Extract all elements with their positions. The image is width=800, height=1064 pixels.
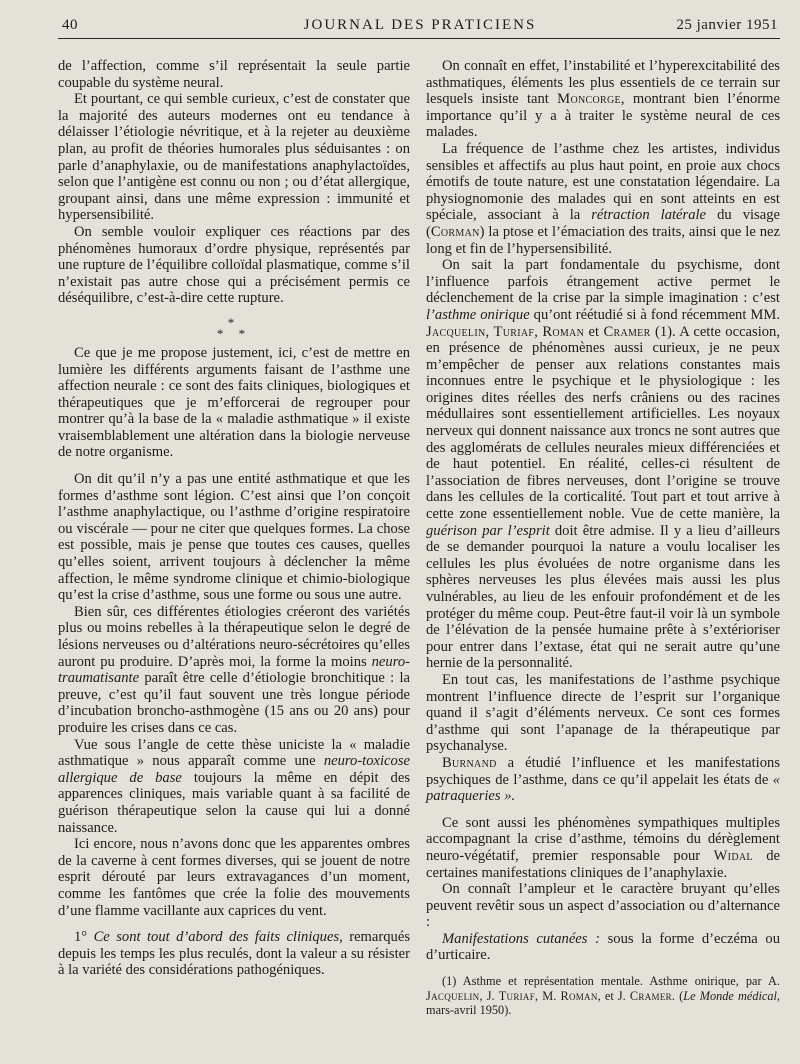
- paragraph: [58, 604, 410, 737]
- journal-title: JOURNAL DES PRATICIENS: [303, 17, 537, 33]
- paragraph: [58, 929, 410, 979]
- text-run: , mars-avril 1950).: [426, 988, 780, 1018]
- paragraph: Ce que je me propose justement, ici, c’est de mettre en lumière les différents arguments faisant de l’asthme une affection neurale : ce sont des faits cliniques, biologiques et thérapeutiques que je m’efforcerai de regrouper pour montrer qu’à la base de la « maladie asthmatique » il existe vraisemblablement une altération dans la biologie nerveuse de notre organisme.: [58, 344, 410, 461]
- author-name: Burnand: [442, 754, 497, 771]
- emphasis: l’asthme onirique: [426, 306, 530, 323]
- text-run: a étudié l’influence et les manifestations psychiques de l’asthme, dans ce qu’il appelait les états de: [426, 754, 780, 788]
- text-run: On sait la part fondamentale du psychisme, dont l’influence parfois étrangement active permet le déclenchement de la crise par la simple imagination : c’est: [426, 257, 780, 307]
- author-name: Turiaf: [498, 988, 536, 1003]
- text-run: doit être admise. Il y a lieu d’ailleurs de se demander pourquoi la nature a voulu localiser les cellules les plus évoluées de notre organisme dans les sphères nerveuses les plus élevées mais aussi les plus vulnérables, au lieu de les enfouir profondément et de les protéger du même coup. Peut-être faut-il voir là un symbole de l’élévation de la pensée humaine prête à s’extérioriser pour entrer dans l’extase, état qui ne serait autre qu’une hernie de la personnalité.: [426, 522, 780, 672]
- paragraph: Ici encore, nous n’avons donc que les apparentes ombres de la caverne à cent formes diverses, qui se jouent de notre esprit dérouté par leurs extravagances d’un moment, comme les fantômes que crée la folie des mouvements d’une flamme vacillante aux caprices du vent.: [58, 836, 410, 919]
- author-name: Cramer: [603, 323, 651, 340]
- asterism-top: *: [227, 314, 241, 330]
- paragraph: [426, 931, 780, 964]
- emphasis: rétraction latérale: [591, 207, 707, 224]
- text-run: , M.: [535, 988, 561, 1003]
- paragraph: En tout cas, les manifestations de l’asthme psychique montrent l’influence directe de l’esprit sur l’organique quand il s’agit d’éléments nerveux. Ce sont ces formes d’asthme qui sont l’apanage de la thérapeutique par psychanalyse.: [426, 671, 780, 755]
- section-separator-asterism: [58, 314, 410, 341]
- text-run: Ce sont aussi les phénomènes sympathiques multiples accompagnant la crise d’asthme, témoins du dérèglement neuro-végétatif, premier responsable pour: [426, 814, 780, 864]
- text-run: (1). A cette occasion, en présence de phénomènes aussi curieux, je ne peux m’empêcher de penser aux relations constantes mais inconnues entre le psychique et le physiologique : les origines dites réelles des nerfs crâniens ou des racines médullaires sont essentiellement artificielles. Les noyaux nerveux qui donnent naissance aux troncs ne sont autres que des agglomérats de cellules neurales mieux différenciées et de haut potentiel. En réalité, celles-ci résultent de l’association de fibres nerveuses, dont l’origine se trouve dans les cellules de la corticalité. Tout part et tout arrive à cette zone essentiellement noble. Vue de cette manière, la: [426, 323, 780, 523]
- paragraph: [58, 737, 410, 837]
- author-name: Widal: [713, 847, 753, 864]
- asterism-bottom: * *: [216, 325, 252, 341]
- author-name: Cramer: [629, 988, 672, 1003]
- paragraph: [426, 257, 780, 672]
- text-run: , J.: [479, 988, 499, 1003]
- text-run: . (: [671, 988, 684, 1003]
- paragraph: On semble vouloir expliquer ces réactions par des phénomènes humoraux d’ordre physique, représentés par une rupture de l’équilibre colloïdal plasmatique, comme s’il n’existait pas autre chose qui a précisément permis ce déséquilibre, c’est-à-dire cette rupture.: [58, 223, 410, 307]
- left-column: [58, 58, 410, 979]
- running-header: [62, 14, 778, 40]
- text-run: ,: [534, 323, 543, 340]
- text-run: La fréquence de l’asthme chez les artistes, individus sensibles et affectifs au plus haut point, en proie aux chocs émotifs de toute nature, est une constatation légendaire. La physiognomonie des malades qui en sont atteints en est spéciale, associant à la: [426, 140, 780, 224]
- paragraph: [426, 755, 780, 805]
- emphasis: guérison par l’esprit: [426, 522, 550, 539]
- page-number: 40: [62, 17, 78, 33]
- emphasis: Le Monde médical: [683, 988, 777, 1003]
- text-run: ,: [485, 323, 494, 340]
- author-name: Turiaf: [493, 323, 535, 340]
- author-name: Roman: [542, 323, 585, 340]
- emphasis: Ce sont tout d’abord des faits cliniques,: [93, 929, 343, 946]
- author-name: Roman: [560, 988, 598, 1003]
- text-run: sous la forme d’eczéma ou d’urticaire.: [426, 930, 781, 964]
- right-column: [426, 58, 780, 1018]
- paragraph: [426, 815, 780, 881]
- text-run: (1) Asthme et représentation mentale. Asthme onirique, par A.: [442, 974, 780, 989]
- paragraph: On connaît l’ampleur et le caractère bruyant qu’elles peuvent revêtir sous un aspect d’association ou d’alternance :: [426, 881, 780, 931]
- text-run: , montrant bien l’énorme importance qu’il y a à traiter le système neural de ces malades.: [426, 91, 780, 141]
- text-run: et: [584, 323, 604, 340]
- text-run: On connaît en effet, l’instabilité et l’hyperexcitabilité des asthmatiques, éléments les plus essentiels de ce terrain sur lesquels insiste tant: [426, 58, 780, 108]
- emphasis: Manifestations cutanées :: [442, 930, 600, 947]
- footnote: [426, 974, 780, 1018]
- text-run: Bien sûr, ces différentes étiologies créeront des variétés plus ou moins rebelles à la thérapeutique selon le degré de lésions nerveuses ou d’altérations neuro-sécrétoires qu’elles auront pu produire. D’après moi, la forme la moins: [58, 603, 410, 670]
- text-run: toujours la même en dépit des apparences cliniques, mais variable quant à sa facilité de guérison thérapeutique selon la cause qui lui a donné naissance.: [58, 769, 411, 836]
- header-rule: [58, 38, 780, 39]
- emphasis: neuro-toxicose allergique de base: [58, 753, 410, 786]
- text-run: , et J.: [597, 988, 630, 1003]
- emphasis: « patraqueries ».: [426, 771, 780, 805]
- author-name: Corman: [430, 223, 480, 240]
- text-run: remarqués depuis les temps les plus reculés, dont la valeur a su résister à la variété des considérations pathogéniques.: [58, 929, 410, 979]
- text-run: ) la ptose et l’émaciation des traits, ainsi que le nez long et fin de l’hypersensibilité.: [426, 223, 780, 257]
- paragraph: On dit qu’il n’y a pas une entité asthmatique et que les formes d’asthme sont légion. C’est ainsi que l’on conçoit l’asthme anaphylactique, ou l’asthme d’origine respiratoire ou viscérale — pour ne citer que quelques formes. La chose est possible, mais je pense que toutes ces causes, quelles qu’elles soient, arrivent toujours à déclencher la même affection, le même syndrome clinique et chimio-biologique qu’est la crise d’asthme, sous une forme ou sous une autre.: [58, 471, 410, 604]
- paragraph: [426, 141, 780, 257]
- author-name: Jacquelin: [426, 988, 480, 1003]
- paragraph: de l’affection, comme s’il représentait la seule partie coupable du système neural.: [58, 58, 410, 91]
- section-number: 1°: [74, 929, 88, 946]
- text-run: de certaines manifestations cliniques de l’anaphylaxie.: [426, 847, 780, 881]
- paragraph: Et pourtant, ce qui semble curieux, c’est de constater que la majorité des auteurs modernes ont eu tendance à délaisser l’étiologie névritique, et à la rejeter au deuxième plan, au profit de théories humorales plus séduisantes : on parle d’anaphylaxie, ou de manifestations anaphylactoïdes, selon que l’antigène est connu ou non ; ou d’état allergique, groupant ainsi, dans une même expression : immunité et hypersensibilité.: [58, 91, 410, 224]
- author-name: Jacquelin: [426, 323, 486, 340]
- text-run: qu’ont réétudié si à fond récemment MM.: [529, 306, 780, 323]
- paragraph: [426, 58, 780, 141]
- issue-date: 25 janvier 1951: [676, 17, 778, 33]
- text-run: du visage (: [426, 207, 780, 240]
- emphasis: neuro-traumatisante: [58, 653, 410, 687]
- text-run: Vue sous l’angle de cette thèse uniciste la « maladie asthmatique » nous apparaît comme une: [58, 736, 410, 770]
- author-name: Moncorge: [557, 91, 621, 108]
- text-run: paraît être celle d’étiologie bronchitique : la preuve, c’est qu’il faut souvent une très longue période d’incubation broncho-asthmogène (15 ans ou 20 ans) pour produire les crises dans ce cas.: [58, 670, 410, 736]
